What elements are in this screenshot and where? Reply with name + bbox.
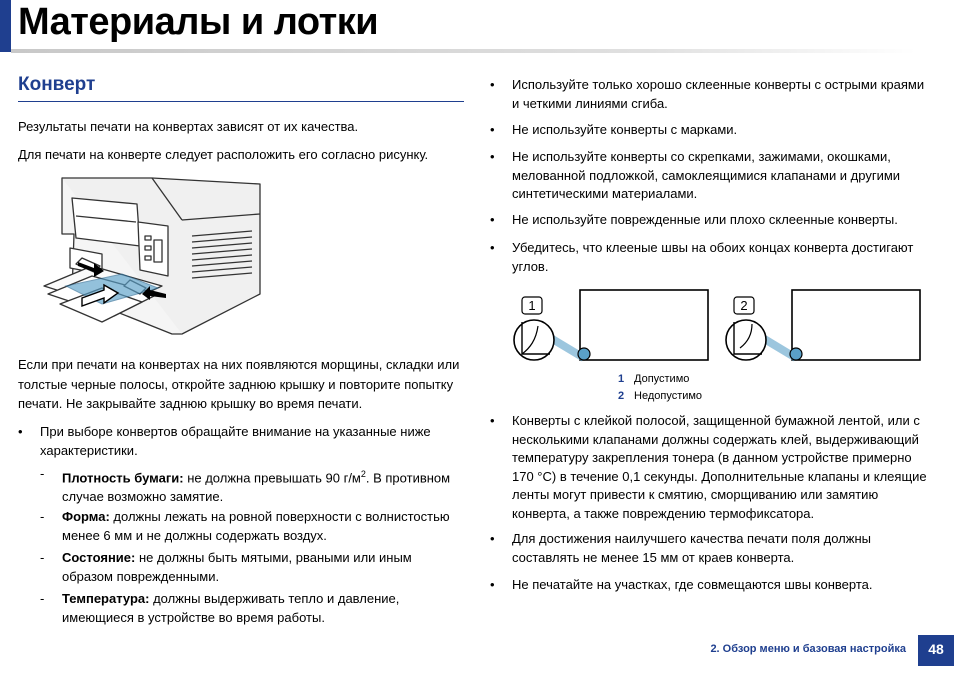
sub-list-item bbox=[40, 590, 465, 627]
list-item bbox=[490, 576, 930, 595]
legend-number: 2 bbox=[618, 390, 625, 402]
dash-icon: - bbox=[40, 466, 45, 481]
list-item bbox=[490, 211, 930, 230]
list-item-text: Используйте только хорошо склеенные конверты с острыми краями и четкими линиями сгиба. bbox=[512, 77, 925, 111]
sub-item-text: должны лежать на ровной поверхности с волнистостью менее 6 мм и не должны содержать воздух. bbox=[62, 509, 450, 543]
list-item bbox=[490, 121, 930, 140]
sub-list-item bbox=[40, 465, 465, 506]
dash-icon: - bbox=[40, 509, 45, 524]
sub-list-item-text bbox=[62, 508, 465, 545]
legend-item bbox=[618, 372, 689, 387]
header-accent-bar bbox=[0, 0, 11, 52]
list-item-text: При выборе конвертов обращайте внимание на указанные ниже характеристики. bbox=[40, 424, 431, 458]
dash-icon: - bbox=[40, 591, 45, 606]
sub-item-label: Плотность бумаги: bbox=[62, 470, 184, 486]
bullet-icon: • bbox=[490, 240, 495, 255]
bullet-icon: • bbox=[490, 149, 495, 164]
page-number: 48 bbox=[918, 635, 954, 666]
legend-item bbox=[618, 389, 702, 404]
list-item bbox=[490, 239, 930, 276]
printer-envelope-illustration bbox=[42, 176, 264, 336]
legend-text: Недопустимо bbox=[634, 390, 703, 402]
bullet-icon: • bbox=[490, 77, 495, 92]
sub-list-item-text bbox=[62, 549, 465, 586]
header-divider bbox=[11, 49, 916, 53]
list-item-text: Не печатайте на участках, где совмещаются швы конверта. bbox=[512, 577, 873, 592]
sub-list-item bbox=[40, 549, 465, 586]
list-item-text: Убедитесь, что клееные швы на обоих концах конверта достигают углов. bbox=[512, 240, 914, 274]
list-item bbox=[18, 423, 458, 460]
callout-2: 2 bbox=[740, 298, 748, 313]
list-item bbox=[490, 148, 930, 204]
envelope-unacceptable bbox=[726, 290, 920, 360]
bullet-icon: • bbox=[490, 122, 495, 137]
bullet-icon: • bbox=[18, 424, 23, 439]
sub-item-text: не должны быть мятыми, рваными или иным образом поврежденными. bbox=[62, 550, 412, 584]
envelope-acceptable bbox=[514, 290, 708, 360]
paragraph-wrinkles: Если при печати на конвертах на них появляются морщины, складки или толстые черные полосы, откройте заднюю крышку и повторите попытку печати. Не закрывайте заднюю крышку во время печати. bbox=[18, 357, 460, 411]
list-item-text: Для достижения наилучшего качества печати поля должны составлять не менее 15 мм от краев конверта. bbox=[512, 531, 871, 565]
bullet-icon: • bbox=[490, 531, 495, 546]
list-item-text: Конверты с клейкой полосой, защищенной бумажной лентой, или с несколькими клапанами должны содержать клей, выдерживающий температуру закрепления тонера (в данном устройстве примерно 170 °C) в течение 0,1 секунды. Дополнительные клапаны и клеящие ленты могут привести к смятию, сморщиванию или замятию конверта, а также повреждению термофиксатора. bbox=[512, 413, 927, 521]
legend-text: Допустимо bbox=[634, 373, 690, 385]
paragraph-orientation: Для печати на конверте следует расположить его согласно рисунку. bbox=[18, 147, 429, 162]
sub-item-label: Температура: bbox=[62, 591, 150, 606]
list-item-text: Не используйте конверты с марками. bbox=[512, 122, 738, 137]
legend-number: 1 bbox=[618, 373, 625, 385]
section-divider bbox=[18, 101, 464, 102]
sub-list-item-text bbox=[62, 465, 465, 506]
dash-icon: - bbox=[40, 550, 45, 565]
section-title: Конверт bbox=[18, 74, 96, 95]
superscript: 2 bbox=[360, 469, 366, 479]
list-item-text: Не используйте поврежденные или плохо склеенные конверты. bbox=[512, 212, 898, 227]
bullet-icon: • bbox=[490, 413, 495, 428]
paragraph-quality: Результаты печати на конвертах зависят от их качества. bbox=[18, 119, 359, 134]
sub-item-label: Состояние: bbox=[62, 550, 136, 565]
footer-chapter: 2. Обзор меню и базовая настройка bbox=[710, 643, 906, 655]
list-item-text: Не используйте конверты со скрепками, зажимами, окошками, мелованной подложкой, самоклеящимися клапанами и другими синтетическими материалами. bbox=[512, 149, 901, 201]
envelope-seam-figure bbox=[510, 288, 930, 370]
sub-list-item bbox=[40, 508, 465, 545]
sub-item-text: . В противном случае возможно замятие. bbox=[62, 470, 451, 504]
callout-1: 1 bbox=[528, 298, 536, 313]
sub-item-text: должны выдерживать тепло и давление, имеющиеся в устройстве во время работы. bbox=[62, 591, 400, 625]
bullet-icon: • bbox=[490, 577, 495, 592]
sub-item-text: не должна превышать 90 г/м bbox=[183, 470, 361, 486]
sub-item-label: Форма: bbox=[62, 509, 110, 524]
page-title: Материалы и лотки bbox=[18, 1, 379, 43]
list-item bbox=[490, 530, 930, 567]
bullet-icon: • bbox=[490, 212, 495, 227]
sub-list-item-text bbox=[62, 590, 465, 627]
list-item bbox=[490, 76, 930, 113]
list-item bbox=[490, 412, 935, 523]
